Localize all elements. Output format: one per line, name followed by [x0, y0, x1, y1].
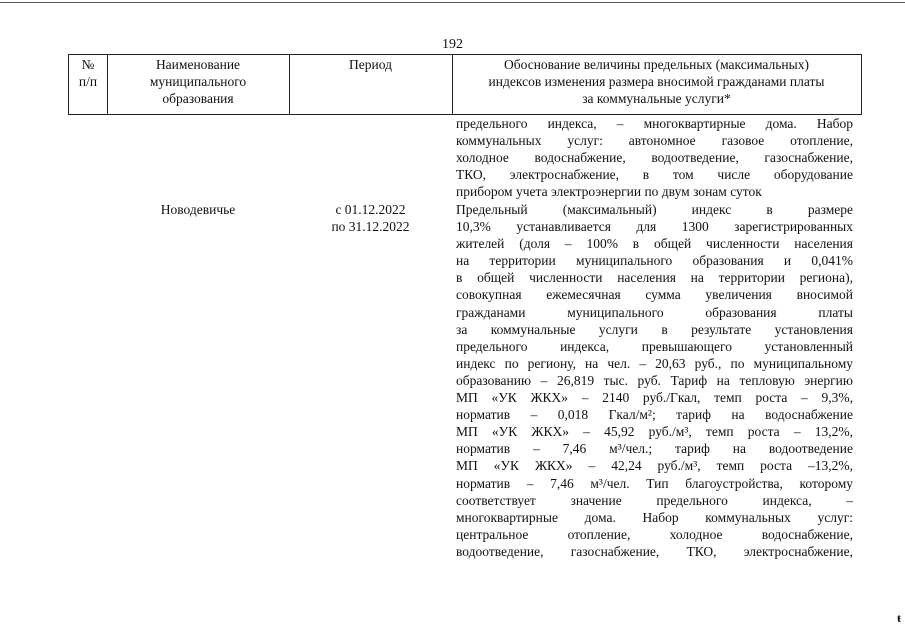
justification-line: гражданами муниципального образования платы: [456, 304, 853, 320]
justification-line: жителей (доля – 100% в общей численности населения: [456, 236, 853, 252]
top-border-line: [0, 2, 905, 3]
header-col-justification: Обоснование величины предельных (максимальных) индексов изменения размера вносимой гражданами платы за коммунальные услуги*: [488, 57, 825, 106]
page-number: 192: [442, 37, 463, 52]
continuation-line: холодное водоснабжение, водоотведение, газоснабжение,: [456, 150, 853, 166]
justification-line: норматив – 7,46 м³/чел.; тариф на водоотведение: [456, 441, 853, 457]
justification-line: МП «УК ЖКХ» – 45,92 руб./м³, темп роста – 13,2%,: [456, 424, 853, 440]
continuation-line: предельного индекса, – многоквартирные дома. Набор: [456, 116, 853, 131]
header-col-period: Период: [349, 57, 392, 72]
period-from: с 01.12.2022: [335, 202, 406, 217]
justification-line: на территории муниципального образования и 0,041%: [456, 253, 853, 269]
continuation-text: [456, 115, 853, 200]
justification-line: центральное отопление, холодное водоснабжение,: [456, 526, 853, 542]
continuation-line: прибором учета электроэнергии по двум зонам суток: [456, 184, 762, 200]
justification-line: Предельный (максимальный) индекс в размере: [456, 202, 853, 217]
header-col-number: № п/п: [78, 57, 98, 89]
justification-line: МП «УК ЖКХ» – 42,24 руб./м³, темп роста –13,2%,: [456, 458, 853, 474]
header-top-rule: [68, 54, 862, 55]
period-cell: [289, 201, 452, 235]
justification-line: в общей численности населения на территории региона),: [456, 270, 853, 286]
justification-line: 10,3% устанавливается для 1300 зарегистрированных: [456, 219, 853, 235]
corner-mark: ŧ: [897, 611, 901, 625]
continuation-line: ТКО, электроснабжение, в том числе оборудование: [456, 167, 853, 183]
justification-line: предельного индекса, превышающего установленный: [456, 338, 853, 354]
justification-line: многоквартирные дома. Набор коммунальных услуг:: [456, 509, 853, 525]
justification-line: за коммунальные услуги в результате установления: [456, 321, 853, 337]
justification-line: норматив – 7,46 м³/чел. Тип благоустройства, которому: [456, 475, 853, 491]
header-right-border: [861, 54, 862, 115]
justification-line: норматив – 0,018 Гкал/м²; тариф на водоснабжение: [456, 407, 853, 423]
municipality-name: Новодевичье: [160, 202, 236, 217]
header-col-municipality: Наименование муниципального образования: [149, 57, 247, 106]
justification-line: совокупная ежемесячная сумма увеличения вносимой: [456, 287, 853, 303]
justification-line: МП «УК ЖКХ» – 2140 руб./Гкал, темп роста – 9,3%,: [456, 390, 853, 406]
continuation-line: коммунальных услуг: автономное газовое отопление,: [456, 133, 853, 149]
justification-text: [456, 201, 853, 560]
justification-line: индекс по региону, на чел. – 20,63 руб., по муниципальному: [456, 355, 853, 371]
justification-line: водоотведение, газоснабжение, ТКО, электроснабжение,: [456, 543, 853, 559]
justification-line: соответствует значение предельного индекса, –: [456, 492, 853, 508]
justification-line: образованию – 26,819 тыс. руб. Тариф на тепловую энергию: [456, 372, 853, 388]
period-to: по 31.12.2022: [331, 219, 410, 235]
